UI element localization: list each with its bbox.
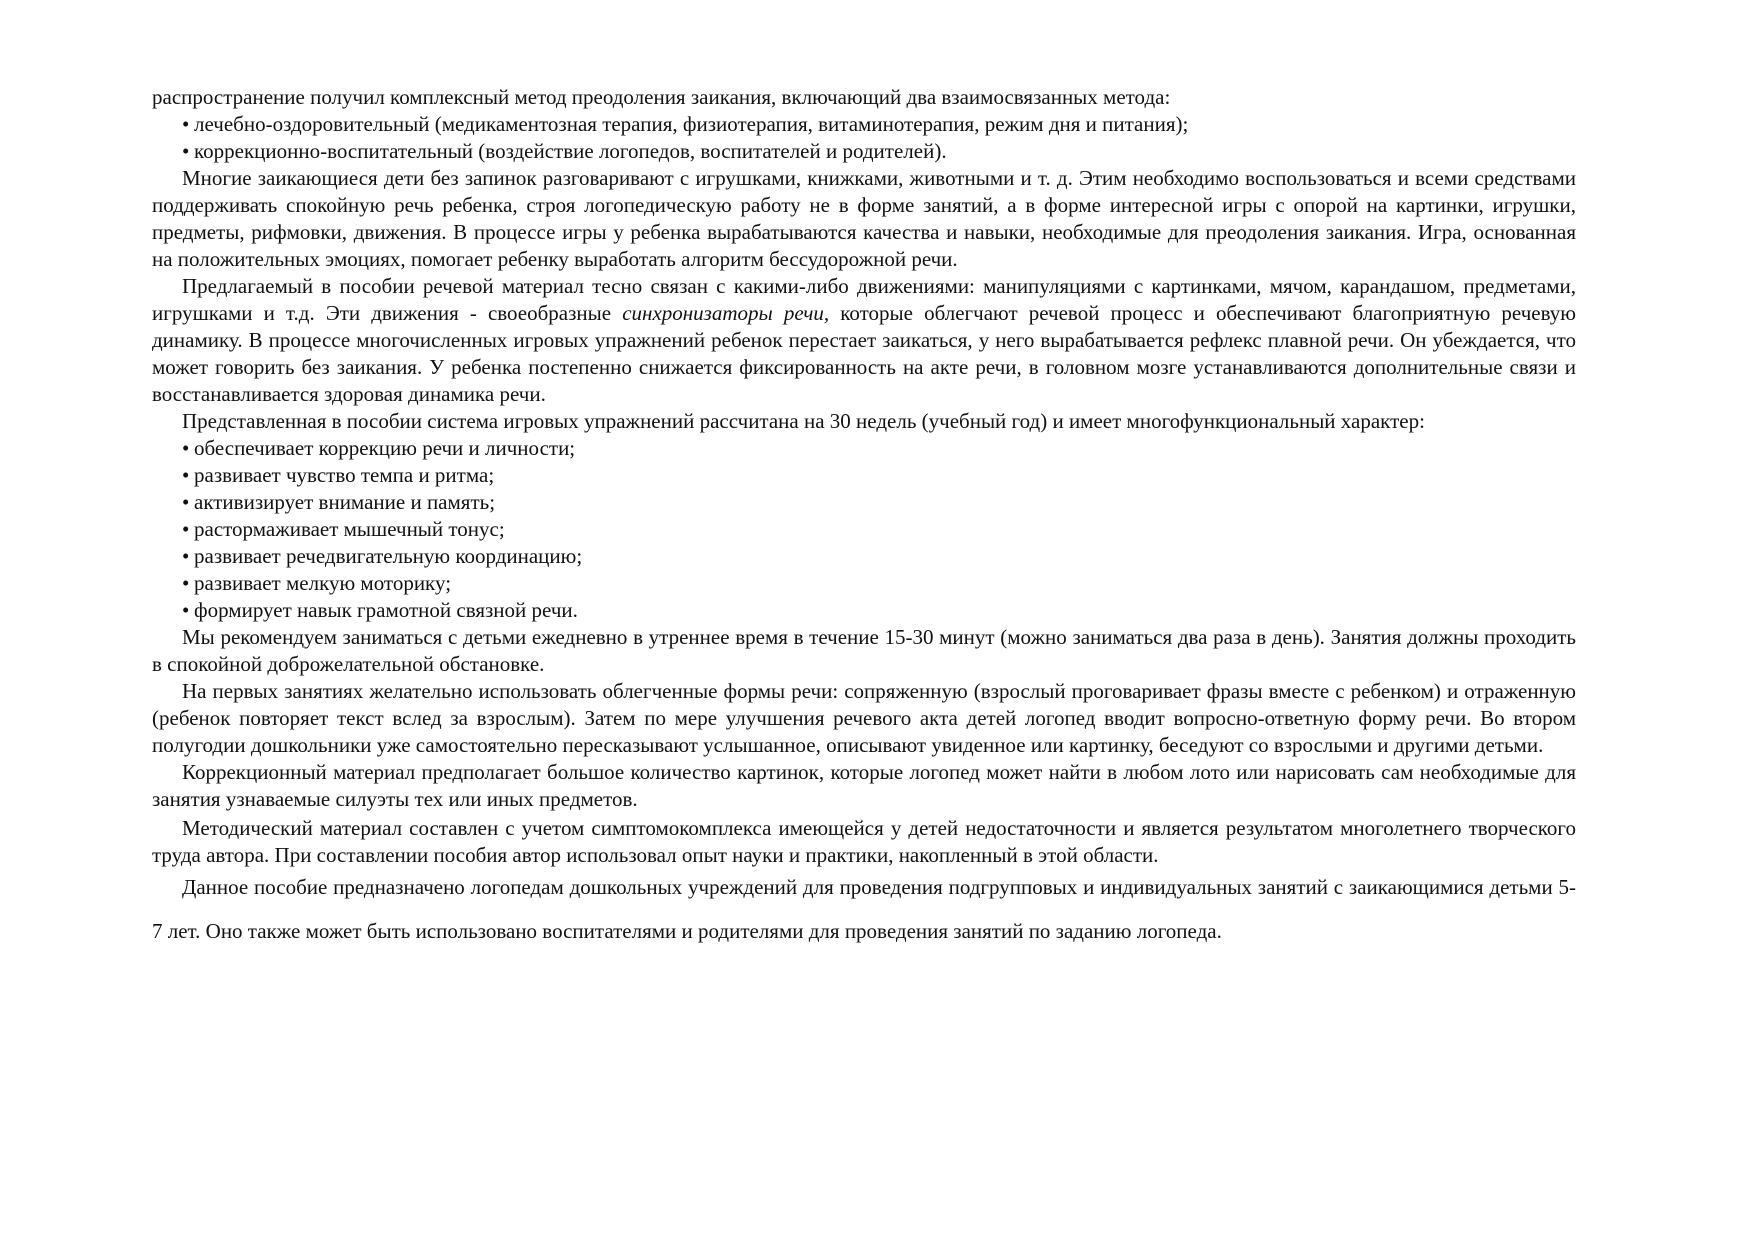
paragraph-forms: На первых занятиях желательно использовать облегченные формы речи: сопряженную (взрослый проговаривает фразы вместе с ребенком) и отраженную (ребенок повторяет текст вслед за взрослым). Затем по мере улучшения речевого акта детей логопед вводит вопросно-ответную форму речи. Во втором полугодии дошкольники уже самостоятельно пересказывают услышанное, описывают увиденное или картинку, беседуют со взрослыми и другими детьми.: [152, 679, 1576, 757]
function-item: • растормаживает мышечный тонус;: [182, 517, 505, 541]
bullet-icon: •: [182, 544, 190, 568]
bullet-icon: •: [182, 571, 190, 595]
bullet-icon: •: [182, 517, 190, 541]
paragraph-material: Предлагаемый в пособии речевой материал тесно связан с какими-либо движениями: манипуляциями с картинками, мячом, карандашом, предметами, игрушками и т.д. Эти движения - своеобразные синхронизаторы речи, которые облегчают речевой процесс и обеспечивают благоприятную речевую динамику. В процессе многочисленных игровых упражнений ребенок перестает заикаться, у него вырабатывается рефлекс плавной речи. Он убеждается, что может говорить без заикания. У ребенка постепенно снижается фиксированность на акте речи, в головном мозге устанавливаются дополнительные связи и восстанавливается здоровая динамика речи.: [152, 274, 1576, 406]
paragraph-method: Методический материал составлен с учетом симптомокомплекса имеющейся у детей недостаточности и является результатом многолетнего творческого труда автора. При составлении пособия автор использовал опыт науки и практики, накопленный в этой области.: [152, 816, 1576, 867]
function-item: • обеспечивает коррекцию речи и личности;: [182, 436, 576, 460]
bullet-icon: •: [182, 463, 190, 487]
intro-line: распространение получил комплексный метод преодоления заикания, включающий два взаимосвязанных метода:: [152, 85, 1171, 109]
paragraph-purpose: Данное пособие предназначено логопедам дошкольных учреждений для проведения подгрупповых и индивидуальных занятий с заикающимися детьми 5-7 лет. Оно также может быть использовано воспитателями и родителями для проведения занятий по заданию логопеда.: [152, 875, 1576, 943]
function-item: • развивает чувство темпа и ритма;: [182, 463, 495, 487]
function-item: • развивает речедвигательную координацию;: [182, 544, 583, 568]
function-item: • активизирует внимание и память;: [182, 490, 496, 514]
bullet-icon: •: [182, 436, 190, 460]
bullet-icon: •: [182, 598, 190, 622]
function-item: • развивает мелкую моторику;: [182, 571, 452, 595]
bullet-icon: •: [182, 139, 190, 163]
emphasis-synchronizers: синхронизаторы речи,: [622, 301, 830, 325]
document-body: [152, 84, 1576, 953]
method-item: • лечебно-оздоровительный (медикаментозная терапия, физиотерапия, витаминотерапия, режим дня и питания);: [182, 112, 1189, 136]
bullet-icon: •: [182, 490, 190, 514]
paragraph-pictures: Коррекционный материал предполагает большое количество картинок, которые логопед может найти в любом лото или нарисовать сам необходимые для занятия узнаваемые силуэты тех или иных предметов.: [152, 760, 1576, 811]
method-item: • коррекционно-воспитательный (воздействие логопедов, воспитателей и родителей).: [182, 139, 947, 163]
paragraph-system: Представленная в пособии система игровых упражнений рассчитана на 30 недель (учебный год) и имеет многофункциональный характер:: [182, 409, 1425, 433]
bullet-icon: •: [182, 112, 190, 136]
paragraph-schedule: Мы рекомендуем заниматься с детьми ежедневно в утреннее время в течение 15-30 минут (можно заниматься два раза в день). Занятия должны проходить в спокойной доброжелательной обстановке.: [152, 625, 1576, 676]
paragraph-games: Многие заикающиеся дети без запинок разговаривают с игрушками, книжками, животными и т. д. Этим необходимо воспользоваться и всеми средствами поддерживать спокойную речь ребенка, строя логопедическую работу не в форме занятий, а в форме интересной игры с опорой на картинки, игрушки, предметы, рифмовки, движения. В процессе игры у ребенка вырабатываются качества и навыки, необходимые для преодоления заикания. Игра, основанная на положительных эмоциях, помогает ребенку выработать алгоритм бессудорожной речи.: [152, 166, 1576, 271]
function-item: • формирует навык грамотной связной речи.: [182, 598, 578, 622]
